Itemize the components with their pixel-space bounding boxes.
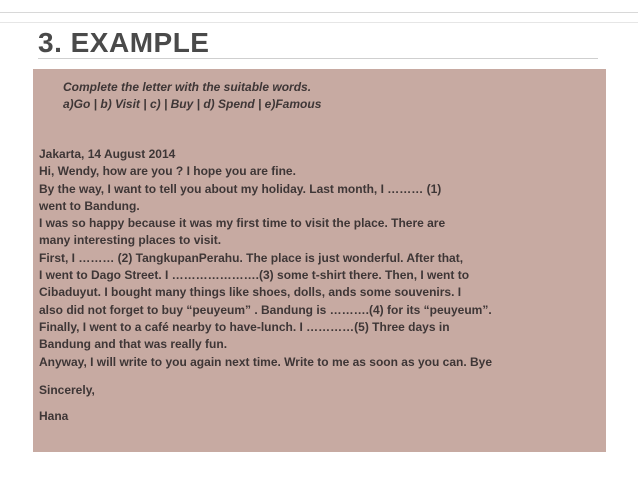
letter-line: Hi, Wendy, how are you ? I hope you are fine. xyxy=(39,164,296,179)
letter-body xyxy=(39,146,599,425)
letter-line: many interesting places to visit. xyxy=(39,233,222,248)
answer-options: a)Go | b) Visit | c) | Buy | d) Spend | e)Famous xyxy=(63,97,322,111)
letter-line: I was so happy because it was my first time to visit the place. There are xyxy=(39,216,446,231)
instructions-text: Complete the letter with the suitable words. xyxy=(63,80,312,94)
letter-line: Finally, I went to a café nearby to have-lunch. I …………(5) Three days in xyxy=(39,319,450,334)
content-panel xyxy=(33,69,606,452)
decorative-line xyxy=(0,22,638,23)
slide-title: 3. EXAMPLE xyxy=(38,27,210,58)
letter-signature: Hana xyxy=(39,409,69,424)
spacer xyxy=(39,371,599,382)
letter-line: First, I ……… (2) TangkupanPerahu. The place is just wonderful. After that, xyxy=(39,250,464,265)
decorative-line xyxy=(0,12,638,13)
instructions xyxy=(63,79,321,113)
letter-line: Cibaduyut. I bought many things like shoes, dolls, ands some souvenirs. I xyxy=(39,285,462,300)
letter-closing: Sincerely, xyxy=(39,382,95,397)
title-underline xyxy=(38,58,598,59)
letter-line: also did not forget to buy “peuyeum” . Bandung is ……….(4) for its “peuyeum”. xyxy=(39,302,492,317)
letter-line: By the way, I want to tell you about my holiday. Last month, I ……… (1) xyxy=(39,181,442,196)
letter-line: Bandung and that was really fun. xyxy=(39,337,228,352)
letter-line: I went to Dago Street. I ………………….(3) some t-shirt there. Then, I went to xyxy=(39,268,470,283)
letter-line: Anyway, I will write to you again next time. Write to me as soon as you can. Bye xyxy=(39,354,493,369)
spacer xyxy=(39,399,599,408)
letter-date: Jakarta, 14 August 2014 xyxy=(39,147,176,161)
letter-line: went to Bandung. xyxy=(39,198,140,213)
